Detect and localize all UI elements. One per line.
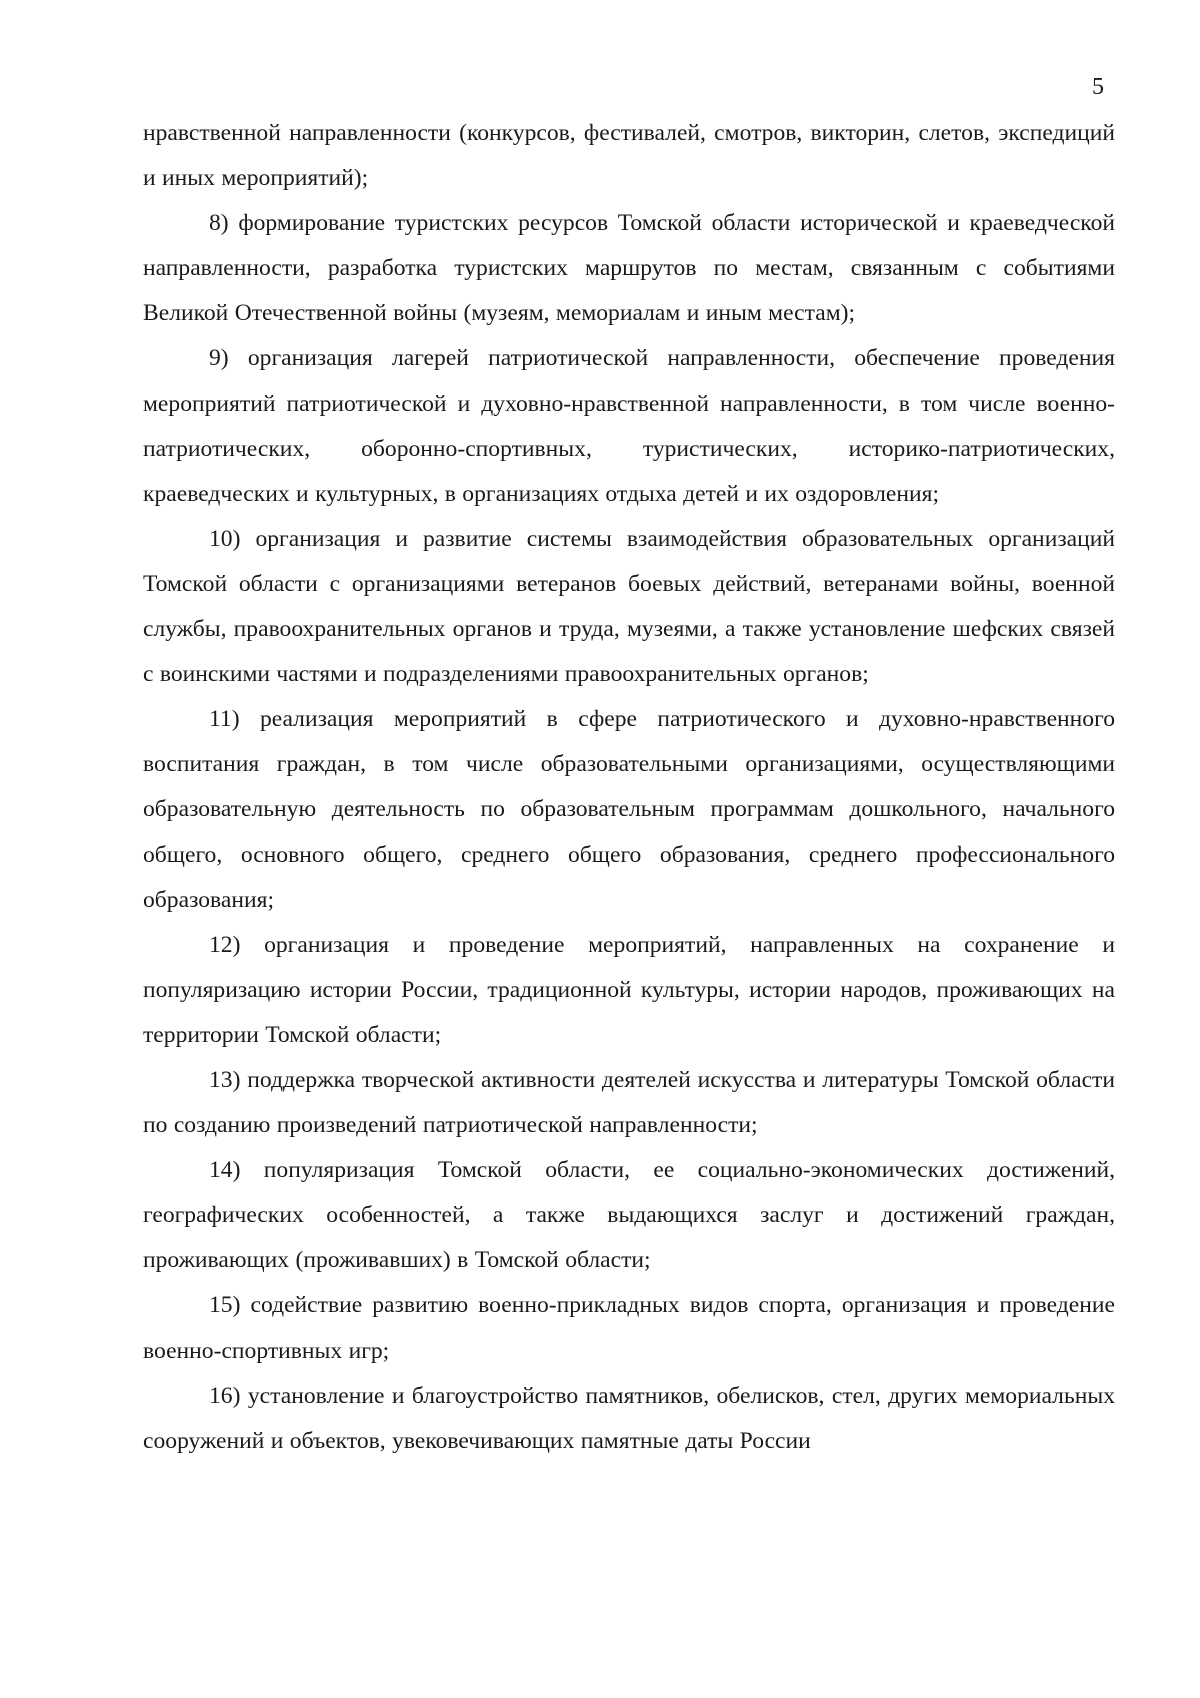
document-body [143, 111, 1115, 1464]
list-item-12: 12) организация и проведение мероприятий, направленных на сохранение и популяризацию истории России, традиционной культуры, истории народов, проживающих на территории Томской области; [143, 931, 1115, 1048]
list-item-10: 10) организация и развитие системы взаимодействия образовательных организаций Томской области с организациями ветеранов боевых действий, ветеранами войны, военной службы, правоохранительных органов и труда, музеями, а также установление шефских связей с воинскими частями и подразделениями правоохранительных органов; [143, 525, 1115, 688]
list-item-14: 14) популяризация Томской области, ее социально-экономических достижений, географических особенностей, а также выдающихся заслуг и достижений граждан, проживающих (проживавших) в Томской области; [143, 1157, 1115, 1274]
page-number: 5 [1092, 74, 1104, 100]
list-item-13: 13) поддержка творческой активности деятелей искусства и литературы Томской области по созданию произведений патриотической направленности; [143, 1066, 1115, 1139]
list-item-8: 8) формирование туристских ресурсов Томской области исторической и краеведческой направленности, разработка туристских маршрутов по местам, связанным с событиями Великой Отечественной войны (музеям, мемориалам и иным местам); [143, 210, 1115, 327]
list-item-16: 16) установление и благоустройство памятников, обелисков, стел, других мемориальных сооружений и объектов, увековечивающих памятные даты России [143, 1382, 1115, 1454]
list-item-11: 11) реализация мероприятий в сфере патриотического и духовно-нравственного воспитания граждан, в том числе образовательными организациями, осуществляющими образовательную деятельность по образовательным программам дошкольного, начального общего, основного общего, среднего общего образования, среднего профессионального образования; [143, 706, 1115, 913]
list-item-9: 9) организация лагерей патриотической направленности, обеспечение проведения мероприятий патриотической и духовно-нравственной направленности, в том числе военно-патриотических, оборонно-спортивных, туристических, историко-патриотических, краеведческих и культурных, в организациях отдыха детей и их оздоровления; [143, 345, 1115, 507]
paragraph-continuation: нравственной направленности (конкурсов, фестивалей, смотров, викторин, слетов, экспедиций и иных мероприятий); [143, 120, 1115, 192]
list-item-15: 15) содействие развитию военно-прикладных видов спорта, организация и проведение военно-спортивных игр; [143, 1292, 1115, 1364]
